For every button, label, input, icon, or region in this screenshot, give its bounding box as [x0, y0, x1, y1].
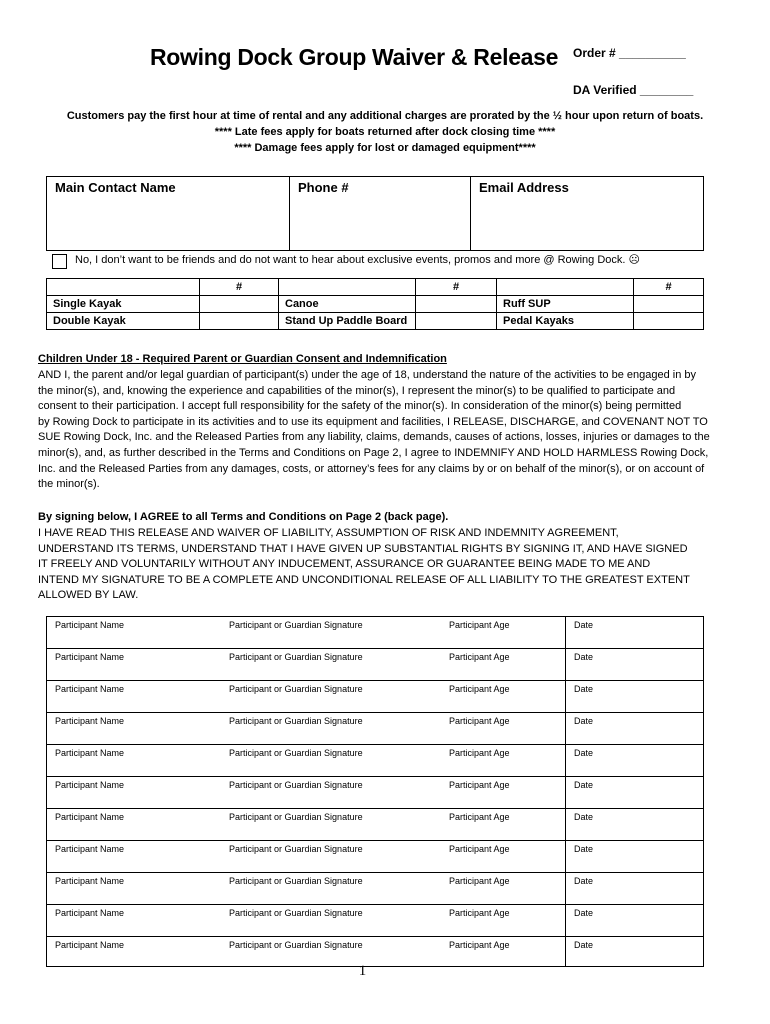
- date-field[interactable]: Date: [566, 777, 704, 809]
- date-field[interactable]: Date: [566, 745, 704, 777]
- signature-row: [47, 873, 704, 905]
- agreement-text: [38, 526, 738, 604]
- signature-field[interactable]: Participant or Guardian Signature: [221, 713, 441, 745]
- minor-consent-line: AND I, the parent and/or legal guardian of participant(s) under the age of 18, understand the nature of the activities to be engaged in by: [38, 369, 696, 381]
- boat-count-header: #: [416, 279, 497, 296]
- boat-count-header: #: [200, 279, 279, 296]
- boat-header-empty: [47, 279, 200, 296]
- da-verified-field[interactable]: DA Verified ________: [573, 83, 694, 97]
- boat-row: [47, 296, 704, 313]
- signature-field[interactable]: Participant or Guardian Signature: [221, 649, 441, 681]
- participant-name-field[interactable]: Participant Name: [47, 745, 222, 777]
- participant-name-field[interactable]: Participant Name: [47, 681, 222, 713]
- agreement-line: I HAVE READ THIS RELEASE AND WAIVER OF LIABILITY, ASSUMPTION OF RISK AND INDEMNITY AGREEMENT,: [38, 527, 619, 539]
- boat-count-cell[interactable]: [634, 296, 704, 313]
- boat-type-label: Single Kayak: [47, 296, 200, 313]
- date-field[interactable]: Date: [566, 905, 704, 937]
- signature-field[interactable]: Participant or Guardian Signature: [221, 617, 441, 649]
- boat-row: [47, 313, 704, 330]
- minor-consent-line: consent to their participation. I accept full responsibility for the safety of the minor(s). In consideration of the minor(s) being permitted: [38, 400, 682, 413]
- boat-header-row: [47, 279, 704, 296]
- date-field[interactable]: Date: [566, 937, 704, 967]
- signature-field[interactable]: Participant or Guardian Signature: [221, 681, 441, 713]
- signature-row: [47, 841, 704, 873]
- minor-consent-text: [38, 368, 738, 493]
- boat-count-header: #: [634, 279, 704, 296]
- agreement-line: IT FREELY AND VOLUNTARILY WITHOUT ANY INDUCEMENT, ASSURANCE OR GUARANTEE BEING MADE TO ME AND: [38, 558, 651, 570]
- minor-consent-line: the minor(s).: [38, 478, 100, 491]
- late-fee-notice: **** Late fees apply for boats returned after dock closing time ****: [214, 126, 556, 138]
- agreement-line: ALLOWED BY LAW.: [38, 589, 139, 601]
- phone-label: Phone #: [298, 180, 349, 195]
- participant-age-field[interactable]: Participant Age: [441, 681, 566, 713]
- date-field[interactable]: Date: [566, 681, 704, 713]
- participant-name-field[interactable]: Participant Name: [47, 809, 222, 841]
- boat-header-empty: [279, 279, 416, 296]
- main-contact-name-field[interactable]: [47, 177, 290, 251]
- participant-age-field[interactable]: Participant Age: [441, 745, 566, 777]
- signature-field[interactable]: Participant or Guardian Signature: [221, 841, 441, 873]
- boat-header-empty: [497, 279, 634, 296]
- participant-age-field[interactable]: Participant Age: [441, 841, 566, 873]
- email-label: Email Address: [479, 180, 569, 195]
- signature-field[interactable]: Participant or Guardian Signature: [221, 937, 441, 967]
- optout-label: No, I don’t want to be friends and do not want to hear about exclusive events, promos and more @ Rowing Dock. ☹: [75, 254, 640, 266]
- participant-age-field[interactable]: Participant Age: [441, 873, 566, 905]
- participant-age-field[interactable]: Participant Age: [441, 905, 566, 937]
- page-title: Rowing Dock Group Waiver & Release: [150, 44, 559, 70]
- boat-count-cell[interactable]: [416, 313, 497, 330]
- participant-age-field[interactable]: Participant Age: [441, 809, 566, 841]
- signature-field[interactable]: Participant or Guardian Signature: [221, 809, 441, 841]
- minor-consent-line: minor(s), and, as further described in the Terms and Conditions on Page 2, I agree to INDEMNIFY AND HOLD HARMLESS Rowing Dock,: [38, 446, 709, 459]
- phone-field[interactable]: [290, 177, 471, 251]
- participant-name-field[interactable]: Participant Name: [47, 777, 222, 809]
- order-number-field[interactable]: Order # __________: [573, 46, 686, 60]
- signature-field[interactable]: Participant or Guardian Signature: [221, 745, 441, 777]
- participant-age-field[interactable]: Participant Age: [441, 937, 566, 967]
- participant-name-field[interactable]: Participant Name: [47, 713, 222, 745]
- boat-type-label: Ruff SUP: [497, 296, 634, 313]
- signature-row: [47, 937, 704, 967]
- boat-count-cell[interactable]: [634, 313, 704, 330]
- boat-count-cell[interactable]: [416, 296, 497, 313]
- participant-age-field[interactable]: Participant Age: [441, 649, 566, 681]
- boat-type-label: Pedal Kayaks: [497, 313, 634, 330]
- participant-name-field[interactable]: Participant Name: [47, 905, 222, 937]
- signature-row: [47, 777, 704, 809]
- page-number: 1: [358, 963, 367, 979]
- signature-field[interactable]: Participant or Guardian Signature: [221, 777, 441, 809]
- participant-name-field[interactable]: Participant Name: [47, 841, 222, 873]
- date-field[interactable]: Date: [566, 649, 704, 681]
- main-contact-name-label: Main Contact Name: [55, 180, 176, 195]
- participant-name-field[interactable]: Participant Name: [47, 937, 222, 967]
- damage-fee-notice: **** Damage fees apply for lost or damaged equipment****: [234, 142, 536, 154]
- minor-consent-line: SUE Rowing Dock, Inc. and the Released Parties from any liability, claims, demands, causes of actions, losses, injuries or damages to the: [38, 431, 710, 444]
- signature-row: [47, 617, 704, 649]
- participant-name-field[interactable]: Participant Name: [47, 617, 222, 649]
- date-field[interactable]: Date: [566, 713, 704, 745]
- boat-type-label: Canoe: [279, 296, 416, 313]
- boat-type-table: [46, 278, 704, 330]
- agreement-line: INTEND MY SIGNATURE TO BE A COMPLETE AND UNCONDITIONAL RELEASE OF ALL LIABILITY TO THE GREATEST EXTENT: [38, 573, 690, 586]
- contact-table: [46, 176, 704, 251]
- signature-table: [46, 616, 704, 967]
- signature-row: [47, 649, 704, 681]
- signature-row: [47, 681, 704, 713]
- optout-checkbox[interactable]: [52, 254, 67, 269]
- signature-row: [47, 809, 704, 841]
- date-field[interactable]: Date: [566, 617, 704, 649]
- participant-name-field[interactable]: Participant Name: [47, 873, 222, 905]
- signature-field[interactable]: Participant or Guardian Signature: [221, 905, 441, 937]
- minor-consent-line: Inc. and the Released Parties from any damages, costs, or attorney’s fees for any claims by or on behalf of the minor(s), or on account of: [38, 462, 705, 475]
- boat-type-label: Stand Up Paddle Board: [279, 313, 416, 330]
- minor-consent-line: the minor(s), and, knowing the experience and capabilities of the minor(s), I represent the minor(s) to be qualified to participate and: [38, 384, 676, 397]
- participant-age-field[interactable]: Participant Age: [441, 777, 566, 809]
- signature-row: [47, 905, 704, 937]
- boat-type-label: Double Kayak: [47, 313, 200, 330]
- boat-count-cell[interactable]: [200, 296, 279, 313]
- date-field[interactable]: Date: [566, 873, 704, 905]
- agreement-heading: By signing below, I AGREE to all Terms and Conditions on Page 2 (back page).: [38, 511, 449, 523]
- signature-field[interactable]: Participant or Guardian Signature: [221, 873, 441, 905]
- email-field[interactable]: [471, 177, 704, 251]
- rental-payment-notice: Customers pay the first hour at time of rental and any additional charges are prorated by the ½ hour upon return of boats.: [66, 110, 704, 122]
- signature-row: [47, 745, 704, 777]
- agreement-line: UNDERSTAND ITS TERMS, UNDERSTAND THAT I HAVE GIVEN UP SUBSTANTIAL RIGHTS BY SIGNING IT, AND HAVE SIGNED: [38, 542, 688, 555]
- minor-consent-line: by Rowing Dock to participate in its activities and to use its equipment and facilities, I RELEASE, DISCHARGE, and COVENANT NOT TO: [38, 415, 708, 428]
- signature-row: [47, 713, 704, 745]
- participant-age-field[interactable]: Participant Age: [441, 713, 566, 745]
- date-field[interactable]: Date: [566, 809, 704, 841]
- minor-consent-heading: Children Under 18 - Required Parent or Guardian Consent and Indemnification: [38, 353, 447, 365]
- participant-name-field[interactable]: Participant Name: [47, 649, 222, 681]
- date-field[interactable]: Date: [566, 841, 704, 873]
- boat-count-cell[interactable]: [200, 313, 279, 330]
- participant-age-field[interactable]: Participant Age: [441, 617, 566, 649]
